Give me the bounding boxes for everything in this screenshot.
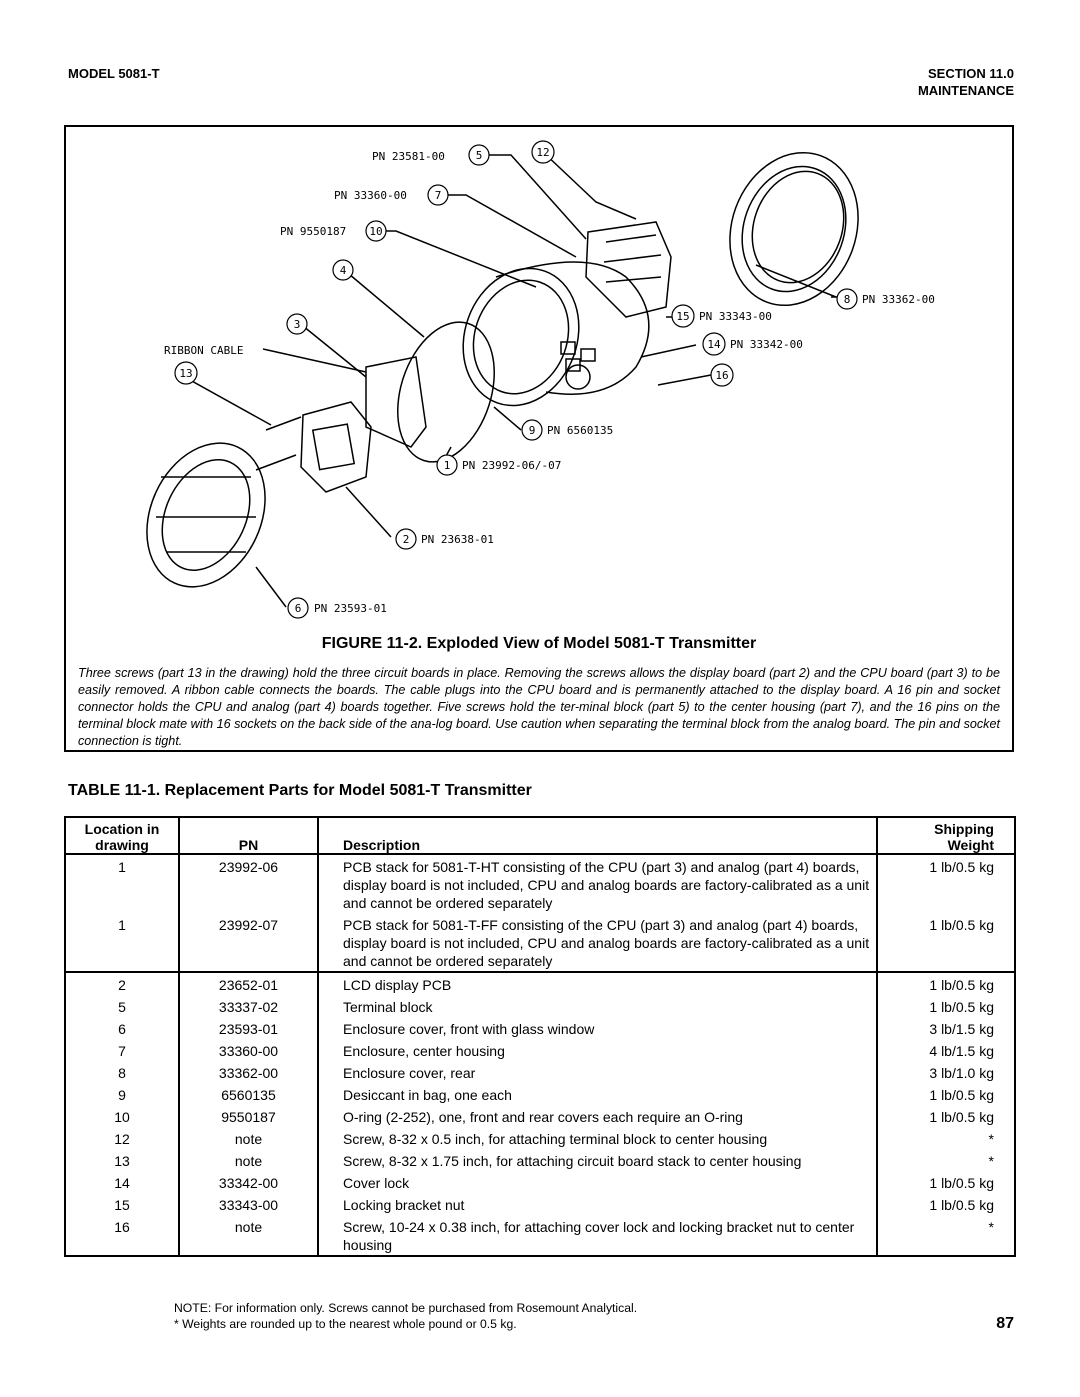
callout-pn-14: PN 33342-00	[730, 338, 803, 351]
table-row	[65, 1215, 1015, 1256]
callout-number-16: 16	[715, 369, 729, 382]
callout-number-14: 14	[707, 338, 721, 351]
screw-13b-shape	[256, 455, 296, 470]
table-row	[65, 1127, 1015, 1149]
table-row	[65, 913, 1015, 972]
cell-description: Screw, 8-32 x 0.5 inch, for attaching terminal block to center housing	[318, 1127, 877, 1149]
cell-description: Enclosure, center housing	[318, 1039, 877, 1061]
table-title: TABLE 11-1. Replacement Parts for Model 5081-T Transmitter	[68, 782, 532, 799]
cell-pn: note	[179, 1127, 318, 1149]
callout-pn-1: PN 23992-06/-07	[462, 459, 562, 472]
cell-pn: 33343-00	[179, 1193, 318, 1215]
cell-pn: 23593-01	[179, 1017, 318, 1039]
cell-location: 5	[65, 995, 179, 1017]
callout-ribbon-cable: RIBBON CABLE	[164, 344, 244, 357]
cell-description: Locking bracket nut	[318, 1193, 877, 1215]
cell-pn: 6560135	[179, 1083, 318, 1105]
callout-number-5: 5	[475, 149, 483, 162]
callout-number-4: 4	[339, 264, 347, 277]
table-row	[65, 1061, 1015, 1083]
cell-weight: 1 lb/0.5 kg	[877, 1193, 1015, 1215]
callout-pn-15: PN 33343-00	[699, 310, 772, 323]
header-section-title: MAINTENANCE	[917, 83, 1014, 98]
exploded-view-drawing	[66, 127, 1012, 627]
header-location-line1: Location in	[84, 821, 160, 837]
cell-weight: 1 lb/0.5 kg	[877, 1171, 1015, 1193]
cpu-board-shape	[366, 357, 426, 447]
callout-number-3: 3	[293, 318, 301, 331]
cell-location: 7	[65, 1039, 179, 1061]
cell-description: Screw, 10-24 x 0.38 inch, for attaching cover lock and locking bracket nut to center housing	[318, 1215, 877, 1256]
table-header-row	[65, 817, 1015, 854]
header-location	[65, 817, 179, 854]
table-row	[65, 1017, 1015, 1039]
page-number: 87	[996, 1315, 1014, 1332]
front-cover-shape	[124, 424, 287, 606]
cell-description: PCB stack for 5081-T-FF consisting of the CPU (part 3) and analog (part 4) boards, display board is not included, CPU and analog boards are factory-calibrated as a unit and cannot be ordered separately	[318, 913, 877, 972]
cell-description: Enclosure cover, front with glass window	[318, 1017, 877, 1039]
header-location-line2: drawing	[95, 837, 149, 853]
cell-location: 14	[65, 1171, 179, 1193]
cell-weight: 4 lb/1.5 kg	[877, 1039, 1015, 1061]
cell-description: O-ring (2-252), one, front and rear covers each require an O-ring	[318, 1105, 877, 1127]
cell-weight: *	[877, 1127, 1015, 1149]
table-row	[65, 1039, 1015, 1061]
figure-title: FIGURE 11-2. Exploded View of Model 5081-T Transmitter	[321, 635, 757, 652]
header-model: MODEL 5081-T	[68, 66, 160, 81]
cell-location: 13	[65, 1149, 179, 1171]
cell-pn: 23992-07	[179, 913, 318, 972]
header-weight-line2: Weight	[947, 837, 994, 853]
cell-weight: 1 lb/0.5 kg	[877, 1105, 1015, 1127]
cell-location: 10	[65, 1105, 179, 1127]
cell-description: Enclosure cover, rear	[318, 1061, 877, 1083]
cell-pn: 33360-00	[179, 1039, 318, 1061]
table-row	[65, 1171, 1015, 1193]
table-row	[65, 995, 1015, 1017]
cell-location: 1	[65, 854, 179, 913]
cell-weight: 1 lb/0.5 kg	[877, 854, 1015, 913]
callout-number-2: 2	[402, 533, 410, 546]
header-section-number: SECTION 11.0	[928, 66, 1014, 81]
cell-location: 16	[65, 1215, 179, 1256]
callout-number-12: 12	[536, 146, 550, 159]
callout-number-1: 1	[443, 459, 451, 472]
screw-13-shape	[266, 417, 301, 430]
cell-pn: 33342-00	[179, 1171, 318, 1193]
cell-location: 15	[65, 1193, 179, 1215]
cell-description: PCB stack for 5081-T-HT consisting of the CPU (part 3) and analog (part 4) boards, display board is not included, CPU and analog boards are factory-calibrated as a unit and cannot be ordered separately	[318, 854, 877, 913]
cell-location: 6	[65, 1017, 179, 1039]
callout-pn-7: PN 33360-00	[334, 189, 407, 202]
table-row	[65, 1083, 1015, 1105]
cell-location: 2	[65, 972, 179, 995]
cell-weight: 3 lb/1.5 kg	[877, 1017, 1015, 1039]
cell-description: LCD display PCB	[318, 972, 877, 995]
callout-number-10: 10	[369, 225, 383, 238]
callout-number-15: 15	[676, 310, 690, 323]
header-pn: PN	[179, 817, 318, 854]
callout-pn-8: PN 33362-00	[862, 293, 935, 306]
cell-location: 12	[65, 1127, 179, 1149]
cell-pn: 33362-00	[179, 1061, 318, 1083]
table-row	[65, 854, 1015, 913]
callout-pn-2: PN 23638-01	[421, 533, 494, 546]
cell-description: Cover lock	[318, 1171, 877, 1193]
cell-weight: 3 lb/1.0 kg	[877, 1061, 1015, 1083]
cell-pn: 23992-06	[179, 854, 318, 913]
cell-weight: 1 lb/0.5 kg	[877, 913, 1015, 972]
header-description: Description	[318, 817, 877, 854]
callout-pn-10: PN 9550187	[280, 225, 347, 238]
table-row	[65, 1149, 1015, 1171]
cell-location: 8	[65, 1061, 179, 1083]
header-weight	[877, 817, 1015, 854]
cell-weight: 1 lb/0.5 kg	[877, 972, 1015, 995]
figure-box	[64, 125, 1014, 752]
callout-number-13: 13	[179, 367, 193, 380]
cell-location: 1	[65, 913, 179, 972]
replacement-parts-table	[64, 816, 1016, 1257]
figure-caption: Three screws (part 13 in the drawing) hold the three circuit boards in place. Removing the screws allows the display board (part 2) and the CPU board (part 3) to be easily removed. A ribbon cable connects the boards. The cable plugs into the CPU board and is permanently attached to the display board. A 16 pin and socket connector holds the CPU and analog (part 4) boards together. Five screws hold the ter-minal block (part 5) to the center housing (part 7), and the 16 pins on the terminal block mate with 16 sockets on the back side of the ana-log board. Use caution when separating the terminal block from the analog board. The pin and socket connection is tight.	[78, 666, 1000, 748]
callout-pn-6: PN 23593-01	[314, 602, 387, 615]
cell-weight: 1 lb/0.5 kg	[877, 1083, 1015, 1105]
center-housing-shape	[444, 252, 648, 422]
analog-board-shape	[381, 310, 511, 475]
callout-number-8: 8	[843, 293, 851, 306]
cell-pn: note	[179, 1149, 318, 1171]
callout-pn-9: PN 6560135	[547, 424, 614, 437]
header-section	[918, 65, 1014, 99]
cell-weight: 1 lb/0.5 kg	[877, 995, 1015, 1017]
cell-pn: 9550187	[179, 1105, 318, 1127]
cell-pn: note	[179, 1215, 318, 1256]
callout-number-7: 7	[434, 189, 442, 202]
cell-pn: 33337-02	[179, 995, 318, 1017]
table-row	[65, 972, 1015, 995]
cell-weight: *	[877, 1215, 1015, 1256]
table-row	[65, 1193, 1015, 1215]
table-row	[65, 1105, 1015, 1127]
header-weight-line1: Shipping	[934, 821, 994, 837]
terminal-block-shape	[586, 222, 671, 317]
footer-weight-note: * Weights are rounded up to the nearest whole pound or 0.5 kg.	[174, 1317, 517, 1331]
cell-description: Desiccant in bag, one each	[318, 1083, 877, 1105]
cell-description: Screw, 8-32 x 1.75 inch, for attaching circuit board stack to center housing	[318, 1149, 877, 1171]
callout-pn-5: PN 23581-00	[372, 150, 445, 163]
footer-note: NOTE: For information only. Screws cannot be purchased from Rosemount Analytical.	[174, 1301, 638, 1315]
display-board-shape	[301, 402, 371, 492]
cell-pn: 23652-01	[179, 972, 318, 995]
cell-location: 9	[65, 1083, 179, 1105]
callout-number-6: 6	[294, 602, 302, 615]
cell-weight: *	[877, 1149, 1015, 1171]
cell-description: Terminal block	[318, 995, 877, 1017]
callout-number-9: 9	[528, 424, 536, 437]
